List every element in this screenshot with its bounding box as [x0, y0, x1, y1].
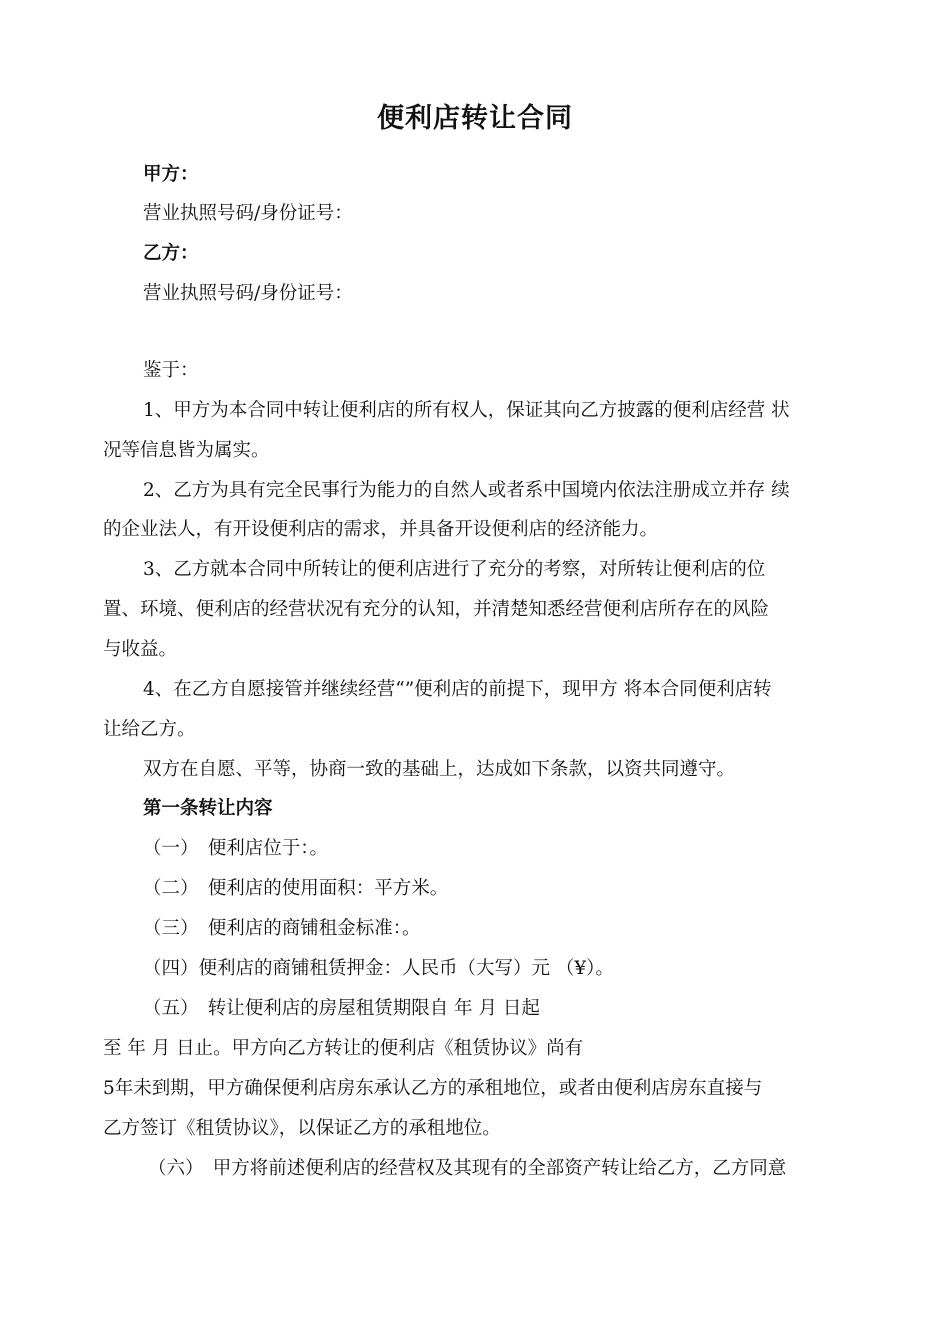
- party-a-label: 甲方：: [143, 164, 199, 185]
- agreement-statement: 双方在自愿、平等，协商一致的基础上，达成如下条款，以资共同遵守。: [143, 759, 736, 780]
- recital-3-line-3: 与收益。: [103, 639, 178, 660]
- article-1-item-6-line-1: （六） 甲方将前述便利店的经营权及其现有的全部资产转让给乙方，乙方同意: [148, 1158, 787, 1179]
- page-title: 便利店转让合同: [377, 103, 573, 134]
- party-a-id: 营业执照号码/身份证号：: [143, 203, 353, 224]
- recital-2-line-1: 2、乙方为具有完全民事行为能力的自然人或者系中国境内依法注册成立并存 续: [143, 480, 790, 501]
- recital-4-line-2: 让给乙方。: [103, 719, 196, 740]
- recital-3-line-2: 置、环境、便利店的经营状况有充分的认知，并清楚知悉经营便利店所存在的风险: [103, 599, 770, 620]
- party-b-id: 营业执照号码/身份证号：: [143, 283, 353, 304]
- article-1-item-3: （三） 便利店的商铺租金标准：。: [143, 918, 421, 939]
- whereas-heading: 鉴于：: [143, 360, 199, 381]
- article-1-heading: 第一条转让内容: [143, 798, 273, 819]
- recital-3-line-1: 3、乙方就本合同中所转让的便利店进行了充分的考察，对所转让便利店的位: [143, 559, 766, 580]
- recital-2-line-2: 的企业法人，有开设便利店的需求，并具备开设便利店的经济能力。: [103, 519, 659, 540]
- article-1-item-1: （一） 便利店位于：。: [143, 838, 329, 859]
- recital-4-line-1: 4、在乙方自愿接管并继续经营“”便利店的前提下，现甲方 将本合同便利店转: [143, 679, 772, 700]
- article-1-item-4: （四）便利店的商铺租赁押金：人民币（大写）元 （¥）。: [143, 958, 614, 979]
- article-1-item-5-line-1: （五） 转让便利店的房屋租赁期限自 年 月 日起: [143, 998, 540, 1019]
- recital-1-line-2: 况等信息皆为属实。: [103, 440, 270, 461]
- article-1-item-5-line-2: 至 年 月 日止。甲方向乙方转让的便利店《租赁协议》尚有: [103, 1038, 584, 1059]
- recital-1-line-1: 1、甲方为本合同中转让便利店的所有权人，保证其向乙方披露的便利店经营 状: [143, 400, 790, 421]
- article-1-item-2: （二） 便利店的使用面积：平方米。: [143, 878, 449, 899]
- article-1-item-5-line-4: 乙方签订《租赁协议》，以保证乙方的承租地位。: [103, 1118, 501, 1139]
- article-1-item-5-line-3: 5年未到期，甲方确保便利店房东承认乙方的承租地位，或者由便利店房东直接与: [103, 1078, 763, 1099]
- party-b-label: 乙方：: [143, 243, 199, 264]
